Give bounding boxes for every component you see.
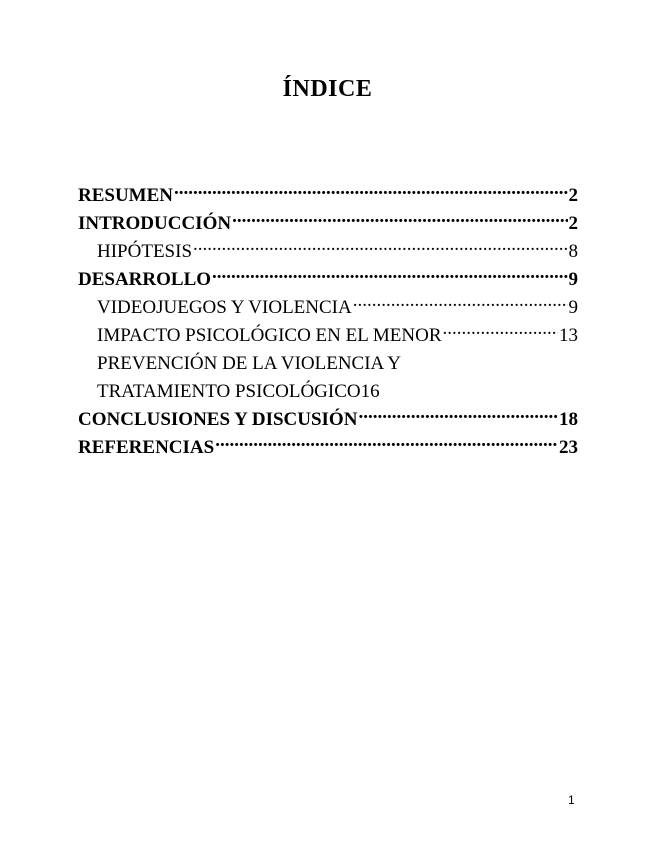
toc-entry-hipotesis[interactable] (78, 238, 578, 266)
toc-entry-label: DESARROLLO (78, 269, 212, 290)
toc-entry-page: 8 (568, 241, 578, 262)
dot-leader (212, 266, 567, 285)
toc-entry-label: VIDEOJUEGOS Y VIOLENCIA (97, 297, 352, 318)
dot-leader (174, 182, 567, 201)
toc-entry-referencias[interactable] (78, 434, 578, 462)
toc-entry-impacto[interactable] (78, 322, 578, 350)
toc-entry-page: 16 (360, 381, 380, 402)
dot-leader (193, 238, 567, 257)
dot-leader (358, 406, 558, 425)
dot-leader (215, 434, 558, 453)
toc-entry-label: CONCLUSIONES Y DISCUSIÓN (78, 409, 358, 430)
page-number: 1 (568, 793, 575, 807)
toc-entry-page: 23 (559, 437, 578, 458)
toc-entry-page: 18 (559, 409, 578, 430)
toc-entry-page: 13 (559, 325, 578, 346)
toc-entry-label: REFERENCIAS (78, 437, 215, 458)
toc-entry-page: 9 (568, 297, 578, 318)
toc-entry-conclusiones[interactable] (78, 406, 578, 434)
toc-entry-label: HIPÓTESIS (97, 241, 193, 262)
toc-entry-resumen[interactable] (78, 182, 578, 210)
dot-leader (353, 294, 568, 313)
toc-entry-label-line2: TRATAMIENTO PSICOLÓGICO (97, 381, 361, 402)
toc-entry-introduccion[interactable] (78, 210, 578, 238)
toc-entry-label: RESUMEN (78, 185, 174, 206)
toc-entry-label: IMPACTO PSICOLÓGICO EN EL MENOR (97, 325, 442, 346)
toc-entry-page: 9 (568, 269, 578, 290)
toc-entry-label-line1: PREVENCIÓN DE LA VIOLENCIA Y (97, 353, 401, 374)
toc-entry-prevencion[interactable] (78, 350, 578, 406)
table-of-contents (78, 182, 578, 462)
toc-entry-videojuegos[interactable] (78, 294, 578, 322)
page-title: ÍNDICE (282, 76, 373, 102)
toc-entry-page: 2 (568, 185, 578, 206)
toc-entry-desarrollo[interactable] (78, 266, 578, 294)
toc-entry-page: 2 (568, 213, 578, 234)
toc-entry-label: INTRODUCCIÓN (78, 213, 232, 234)
dot-leader (443, 322, 559, 341)
dot-leader (232, 210, 567, 229)
